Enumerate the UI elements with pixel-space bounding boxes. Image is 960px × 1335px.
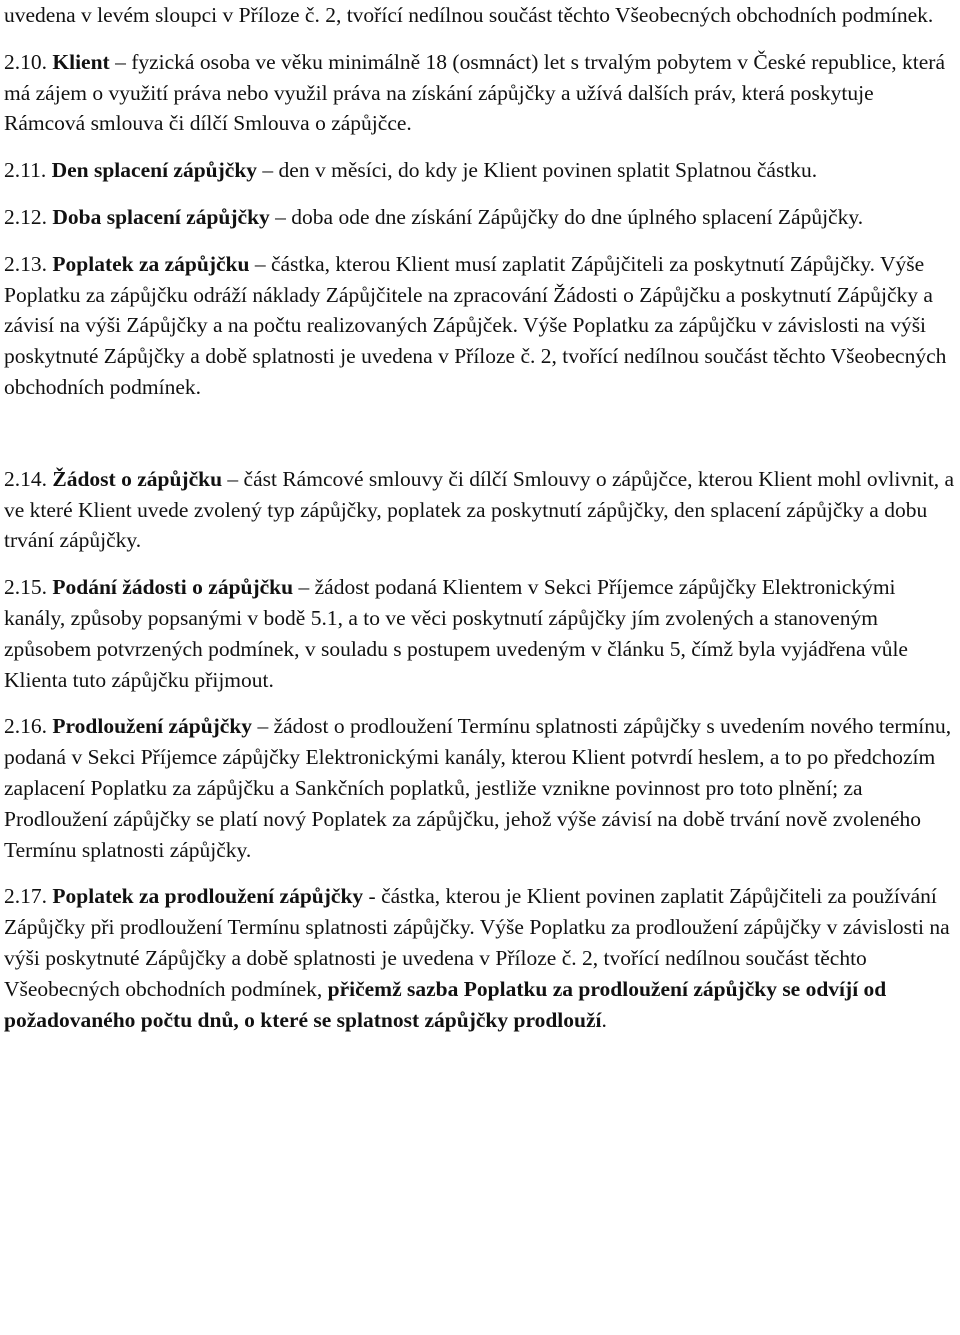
intro-text: uvedena v levém sloupci v Příloze č. 2, tvořící nedílnou součást těchto Všeobecných obchodních podmínek. (4, 3, 934, 27)
section-2-12 (4, 202, 956, 233)
section-end: . (601, 1007, 607, 1032)
section-2-13 (4, 249, 956, 403)
section-body: – fyzická osoba ve věku minimálně 18 (osmnáct) let s trvalým pobytem v České republice, která má zájem o využití práva nebo využil práva na získání zápůjčky a užívá dalších práv, která poskytuje Rámcová smlouva či dílčí Smlouva o zápůjčce. (4, 49, 945, 136)
section-term: Žádost o zápůjčku (52, 466, 223, 491)
section-number: 2.15. (4, 575, 47, 600)
section-2-17 (4, 881, 956, 1035)
section-body: – žádost podaná Klientem v Sekci Příjemce zápůjčky Elektronickými kanály, způsoby popsanými v bodě 5.1, a to ve věci poskytnutí zápůjčky jím zvolených a stanoveným způsobem potvrzených podmínek, v souladu s postupem uvedeným v článku 5, čímž byla vyjádřena vůle Klienta tuto zápůjčku přijmout. (4, 575, 908, 692)
section-body: - částka, kterou je Klient povinen zaplatit Zápůjčiteli za používání Zápůjčky při prodloužení Termínu splatnosti zápůjčky. Výše Poplatku za prodloužení zápůjčky v závislosti na výši poskytnuté Zápůjčky a době splatnosti je uvedena v Příloze č. 2, tvořící nedílnou součást těchto Všeobecných obchodních podmínek, (4, 884, 950, 1001)
section-body: – žádost o prodloužení Termínu splatnosti zápůjčky s uvedením nového termínu, podaná v Sekci Příjemce zápůjčky Elektronickými kanály, kterou Klient potvrdí heslem, a to po předchozím zaplacení Poplatku za zápůjčku a Sankčních poplatků, jestliže vznikne povinnost pro toto plnění; za Prodloužení zápůjčky se platí nový Poplatek za zápůjčku, jehož výše závisí na době trvání nově zvoleného Termínu splatnosti zápůjčky. (4, 714, 952, 862)
section-term: Doba splacení zápůjčky (52, 204, 270, 229)
section-bold-clause: přičemž sazba Poplatku za prodloužení zápůjčky se odvíjí od požadovaného počtu dnů, o které se splatnost zápůjčky prodlouží (4, 976, 887, 1032)
section-term: Den splacení zápůjčky (51, 158, 258, 183)
section-number: 2.16. (4, 714, 47, 739)
section-number: 2.10. (4, 49, 47, 74)
section-term: Klient (52, 49, 110, 74)
section-number: 2.12. (4, 204, 47, 229)
intro-paragraph (4, 0, 956, 31)
section-body: – doba ode dne získání Zápůjčky do dne úplného splacení Zápůjčky. (269, 204, 864, 229)
section-term: Poplatek za zápůjčku (52, 251, 250, 276)
document-page (4, 0, 956, 1035)
section-2-16 (4, 711, 956, 865)
section-2-10 (4, 47, 956, 139)
section-2-11 (4, 155, 956, 186)
section-number: 2.11. (4, 158, 47, 183)
section-2-14 (4, 464, 956, 556)
section-body: – den v měsíci, do kdy je Klient povinen splatit Splatnou částku. (257, 158, 818, 183)
section-term: Poplatek za prodloužení zápůjčky (52, 884, 364, 909)
section-number: 2.14. (4, 466, 47, 491)
section-number: 2.13. (4, 251, 47, 276)
section-2-15 (4, 572, 956, 695)
section-body: – částka, kterou Klient musí zaplatit Zápůjčiteli za poskytnutí Zápůjčky. Výše Poplatku za zápůjčku odráží náklady Zápůjčitele na zpracování Žádosti o Zápůjčku a poskytnutí Zápůjčky a závisí na výši Zápůjčky a na počtu realizovaných Zápůjček. Výše Poplatku za zápůjčku v závislosti na výši poskytnuté Zápůjčky a době splatnosti je uvedena v Příloze č. 2, tvořící nedílnou součást těchto Všeobecných obchodních podmínek. (4, 251, 947, 399)
section-term: Prodloužení zápůjčky (52, 714, 253, 739)
section-number: 2.17. (4, 884, 47, 909)
section-term: Podání žádosti o zápůjčku (52, 575, 294, 600)
section-body: – část Rámcové smlouvy či dílčí Smlouvy o zápůjčce, kterou Klient mohl ovlivnit, a ve které Klient uvede zvolený typ zápůjčky, poplatek za poskytnutí zápůjčky, den splacení zápůjčky a dobu trvání zápůjčky. (4, 466, 955, 553)
